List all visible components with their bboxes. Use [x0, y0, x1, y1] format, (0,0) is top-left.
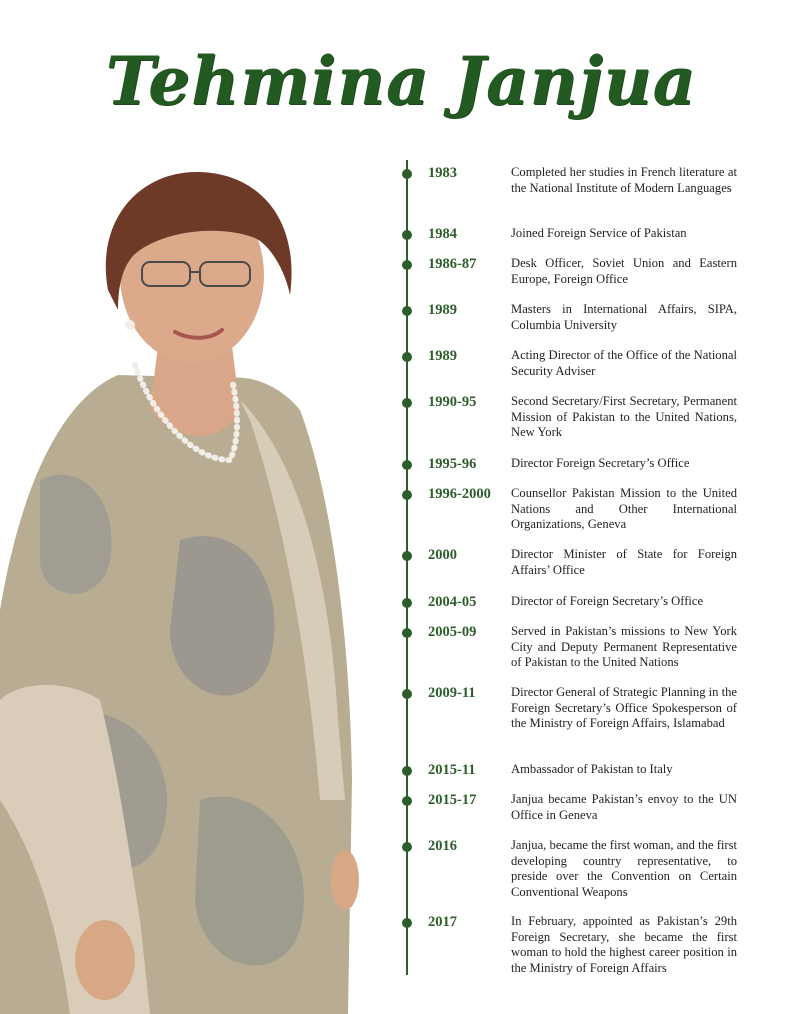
timeline-description: Janjua became Pakistan’s envoy to the UN Office in Geneva	[511, 792, 737, 822]
timeline-dot	[402, 598, 412, 608]
timeline-year: 1995-96	[428, 456, 477, 472]
timeline-description: Counsellor Pakistan Mission to the United Nations and Other International Organizations, Geneva	[511, 486, 737, 531]
timeline-year: 1986-87	[428, 256, 477, 272]
timeline-dot	[402, 918, 412, 928]
timeline-description: Director Foreign Secretary’s Office	[511, 456, 690, 470]
timeline-dot	[402, 398, 412, 408]
timeline-year: 1983	[428, 165, 457, 181]
timeline-description: Served in Pakistan’s missions to New York City and Deputy Permanent Representative of Pakistan to the United Nations	[511, 624, 737, 669]
timeline-dot	[402, 796, 412, 806]
timeline-year: 1990-95	[428, 394, 477, 410]
timeline-description: Desk Officer, Soviet Union and Eastern Europe, Foreign Office	[511, 256, 737, 286]
timeline-year: 1984	[428, 226, 457, 242]
timeline-description: Acting Director of the Office of the National Security Adviser	[511, 348, 737, 378]
timeline-description: Director of Foreign Secretary’s Office	[511, 594, 704, 608]
timeline-dot	[402, 169, 412, 179]
timeline-year: 1989	[428, 302, 457, 318]
timeline-description: Completed her studies in French literature at the National Institute of Modern Languages	[511, 165, 737, 195]
timeline-year: 2005-09	[428, 624, 477, 640]
timeline-year: 1989	[428, 348, 457, 364]
timeline-dot	[402, 689, 412, 699]
timeline-year: 2000	[428, 547, 457, 563]
timeline-description: In February, appointed as Pakistan’s 29th Foreign Secretary, she became the first woman to hold the highest career position in the Ministry of Foreign Affairs	[511, 914, 737, 975]
page-title: Tehmina Janjua	[105, 42, 697, 120]
timeline-description: Masters in International Affairs, SIPA, Columbia University	[511, 302, 737, 332]
timeline-description: Director General of Strategic Planning in the Foreign Secretary’s Office Spokesperson of the Ministry of Foreign Affairs, Islamabad	[511, 685, 737, 730]
timeline-description: Janjua, became the first woman, and the first developing country representative, to preside over the Convention on Certain Conventional Weapons	[511, 838, 737, 899]
timeline-year: 2004-05	[428, 594, 477, 610]
timeline-year: 2009-11	[428, 685, 476, 701]
timeline-dot	[402, 352, 412, 362]
timeline-year: 1996-2000	[428, 486, 491, 502]
timeline-dot	[402, 628, 412, 638]
timeline-year: 2017	[428, 914, 457, 930]
timeline-dot	[402, 260, 412, 270]
timeline-dot	[402, 460, 412, 470]
timeline-description: Joined Foreign Service of Pakistan	[511, 226, 687, 240]
timeline-dot	[402, 551, 412, 561]
timeline-year: 2016	[428, 838, 457, 854]
timeline-year: 2015-11	[428, 762, 476, 778]
portrait-image	[0, 160, 370, 1014]
timeline-dot	[402, 306, 412, 316]
timeline-dot	[402, 230, 412, 240]
timeline-description: Director Minister of State for Foreign Affairs’ Office	[511, 547, 737, 577]
timeline-dot	[402, 490, 412, 500]
timeline-year: 2015-17	[428, 792, 477, 808]
timeline-description: Second Secretary/First Secretary, Permanent Mission of Pakistan to the United Nations, New York	[511, 394, 737, 439]
timeline-line	[406, 160, 408, 975]
timeline-dot	[402, 766, 412, 776]
timeline-description: Ambassador of Pakistan to Italy	[511, 762, 673, 776]
timeline-dot	[402, 842, 412, 852]
